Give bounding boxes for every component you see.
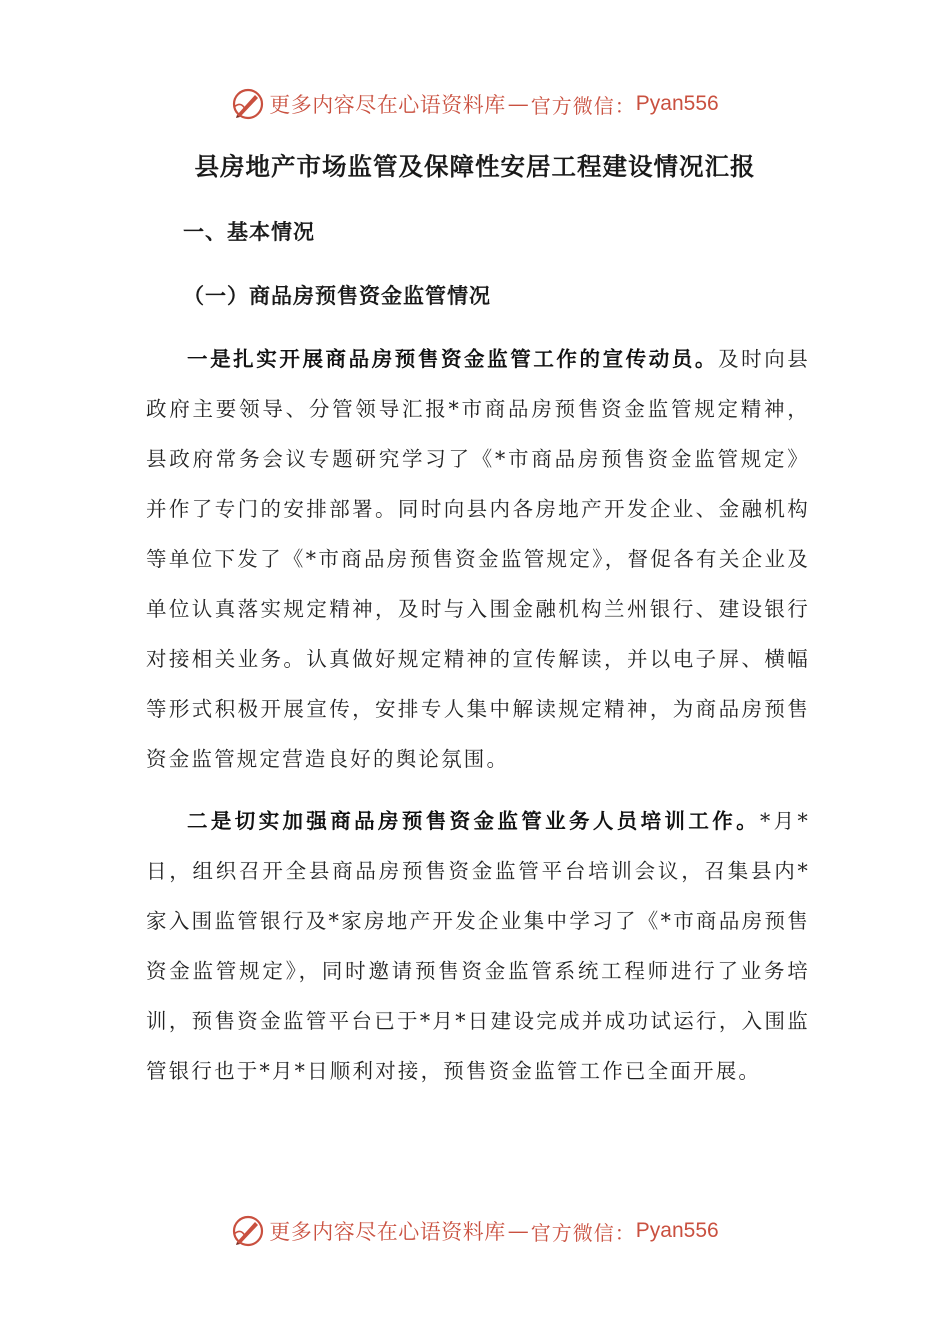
- watermark-banner-bottom: [0, 1211, 950, 1251]
- document-title: 县房地产市场监管及保障性安居工程建设情况汇报: [194, 152, 756, 181]
- paragraph-1: [146, 334, 810, 784]
- watermark-dash: —: [507, 1219, 529, 1243]
- watermark-wechat-id: Pyan556: [635, 92, 719, 115]
- section-heading: 一、基本情况: [183, 219, 315, 244]
- watermark-text: 更多内容尽在心语资料库: [269, 93, 506, 117]
- pen-logo-icon: [231, 1214, 265, 1248]
- paragraph-2-body: *月*日，组织召开全县商品房预售资金监管平台培训会议，召集县内*家入围监管银行及*家房地产开发企业集中学习了《*市商品房预售资金监管规定》，同时邀请预售资金监管系统工程师进行了业务培训，预售资金监管平台已于*月*日建设完成并成功试运行，入围监管银行也于*月*日顺利对接，预售资金监管工作已全面开展。: [146, 809, 810, 1083]
- paragraph-2: [146, 796, 810, 1096]
- watermark-wechat-label: 官方微信：: [530, 93, 636, 118]
- subsection-heading: （一）商品房预售资金监管情况: [183, 283, 491, 308]
- watermark-banner-top: [0, 84, 950, 124]
- watermark-wechat-label: 官方微信：: [530, 1220, 636, 1245]
- pen-logo-icon: [231, 87, 265, 121]
- watermark-text: 更多内容尽在心语资料库: [269, 1220, 506, 1244]
- paragraph-1-body: 及时向县政府主要领导、分管领导汇报*市商品房预售资金监管规定精神，县政府常务会议专题研究学习了《*市商品房预售资金监管规定》并作了专门的安排部署。同时向县内各房地产开发企业、金融机构等单位下发了《*市商品房预售资金监管规定》，督促各有关企业及单位认真落实规定精神，及时与入围金融机构兰州银行、建设银行对接相关业务。认真做好规定精神的宣传解读，并以电子屏、横幅等形式积极开展宣传，安排专人集中解读规定精神，为商品房预售资金监管规定营造良好的舆论氛围。: [146, 347, 810, 771]
- paragraph-1-lead: 一是扎实开展商品房预售资金监管工作的宣传动员。: [187, 347, 719, 371]
- watermark-wechat-id: Pyan556: [635, 1219, 719, 1242]
- paragraph-2-lead: 二是切实加强商品房预售资金监管业务人员培训工作。: [187, 809, 761, 833]
- watermark-dash: —: [507, 92, 529, 116]
